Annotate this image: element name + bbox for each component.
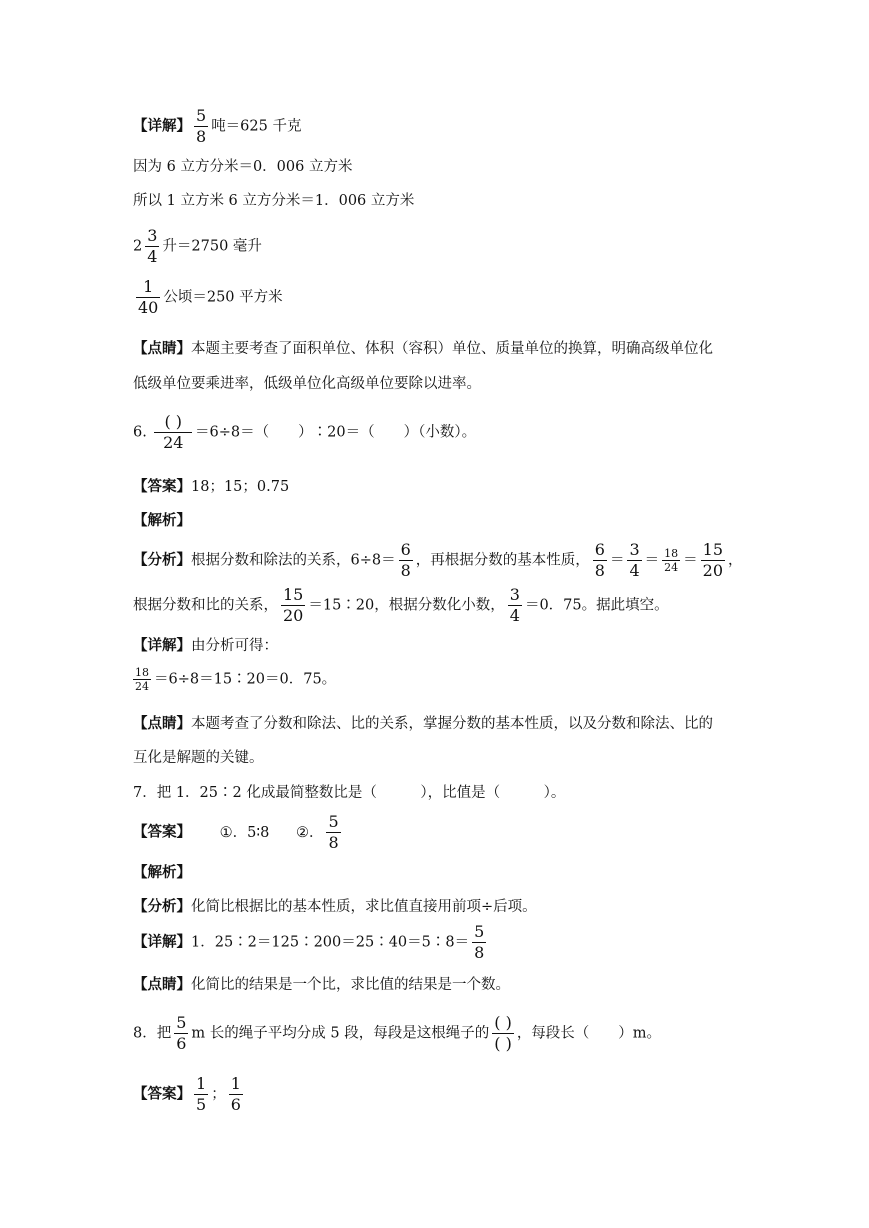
q7-analysis-tag: 【解析】 <box>133 864 191 881</box>
fraction: $\frac{3}{4}$ <box>147 226 158 266</box>
q6-analysis-line-2: 根据分数和比的关系， $\frac{15}{20}$ ＝15∶20，根据分数化小数， $\frac{3}{4}$ ＝0．75。据此填空。 <box>133 585 669 625</box>
q5-comment-line-2: 低级单位要乘进率，低级单位化高级单位要除以进率。 <box>133 376 481 392</box>
q6-comment-line-2: 互化是解题的关键。 <box>133 750 264 766</box>
q6-answer: 【答案】18；15；0.75 <box>133 478 290 495</box>
blank-fraction: ( ) 24 <box>154 412 192 453</box>
q5-comment-line-1: 【点睛】本题主要考查了面积单位、体积（容积）单位、质量单位的换算，明确高级单位化 <box>133 340 713 357</box>
fraction: $\frac{1}{40}$ <box>138 277 159 317</box>
q7-answer: 【答案】 ①．5∶8 ②． $\frac{5}{8}$ <box>133 812 339 852</box>
q5-detail-line-1: 【详解】 $\frac{5}{8}$ 吨＝625 千克 <box>133 106 302 146</box>
blank-fraction: ( ) ( ) <box>494 1013 512 1053</box>
q6-analysis-tag: 【解析】 <box>133 512 191 529</box>
q7-detail: 【详解】1．25∶2＝125∶200＝25∶40＝5∶8＝ $\frac{5}{8}$ <box>133 922 485 962</box>
q6-analysis-line-1: 【分析】根据分数和除法的关系，6÷8＝ $\frac{6}{8}$ ，再根据分数的基本性质， $\frac{6}{8}$ ＝ $\frac{3}{4}$ ＝ $\frac{18}{24}$ ＝ $\frac{15}{20}$ ， <box>133 540 743 580</box>
q7-comment: 【点睛】化简比的结果是一个比，求比值的结果是一个数。 <box>133 976 510 993</box>
q6-stem: 6. ( ) 24 ＝6÷8＝（ ）∶20＝（ ）（小数）。 <box>133 412 477 452</box>
q6-detail: 【详解】由分析可得： <box>133 637 278 654</box>
q6-comment-line-1: 【点睛】本题考查了分数和除法、比的关系，掌握分数的基本性质，以及分数和除法、比的 <box>133 715 713 732</box>
q8-stem: 8．把 $\frac{5}{6}$ m 长的绳子平均分成 5 段，每段是这根绳子的 ( ) ( ) ，每段长（ ）m。 <box>133 1013 662 1053</box>
q6-detail-line-2: $\frac{18}{24}$ ＝6÷8＝15∶20＝0．75。 <box>135 666 337 693</box>
fraction: $\frac{5}{8}$ <box>196 106 207 146</box>
q7-analysis: 【分析】化简比根据比的基本性质，求比值直接用前项÷后项。 <box>133 898 537 915</box>
q5-detail-line-3: 所以 1 立方米 6 立方分米＝1．006 立方米 <box>133 193 415 209</box>
q5-detail-line-4: 2 $\frac{3}{4}$ 升＝2750 毫升 <box>133 226 262 266</box>
q5-detail-line-2: 因为 6 立方分米＝0．006 立方米 <box>133 159 353 175</box>
q7-stem: 7．把 1．25∶2 化成最简整数比是（ ），比值是（ ）。 <box>133 785 566 801</box>
q5-detail-line-5: $\frac{1}{40}$ 公顷＝250 平方米 <box>138 277 283 317</box>
q8-answer: 【答案】 $\frac{1}{5}$ ； $\frac{1}{6}$ <box>133 1074 241 1114</box>
detail-tag: 【详解】 <box>133 117 191 135</box>
